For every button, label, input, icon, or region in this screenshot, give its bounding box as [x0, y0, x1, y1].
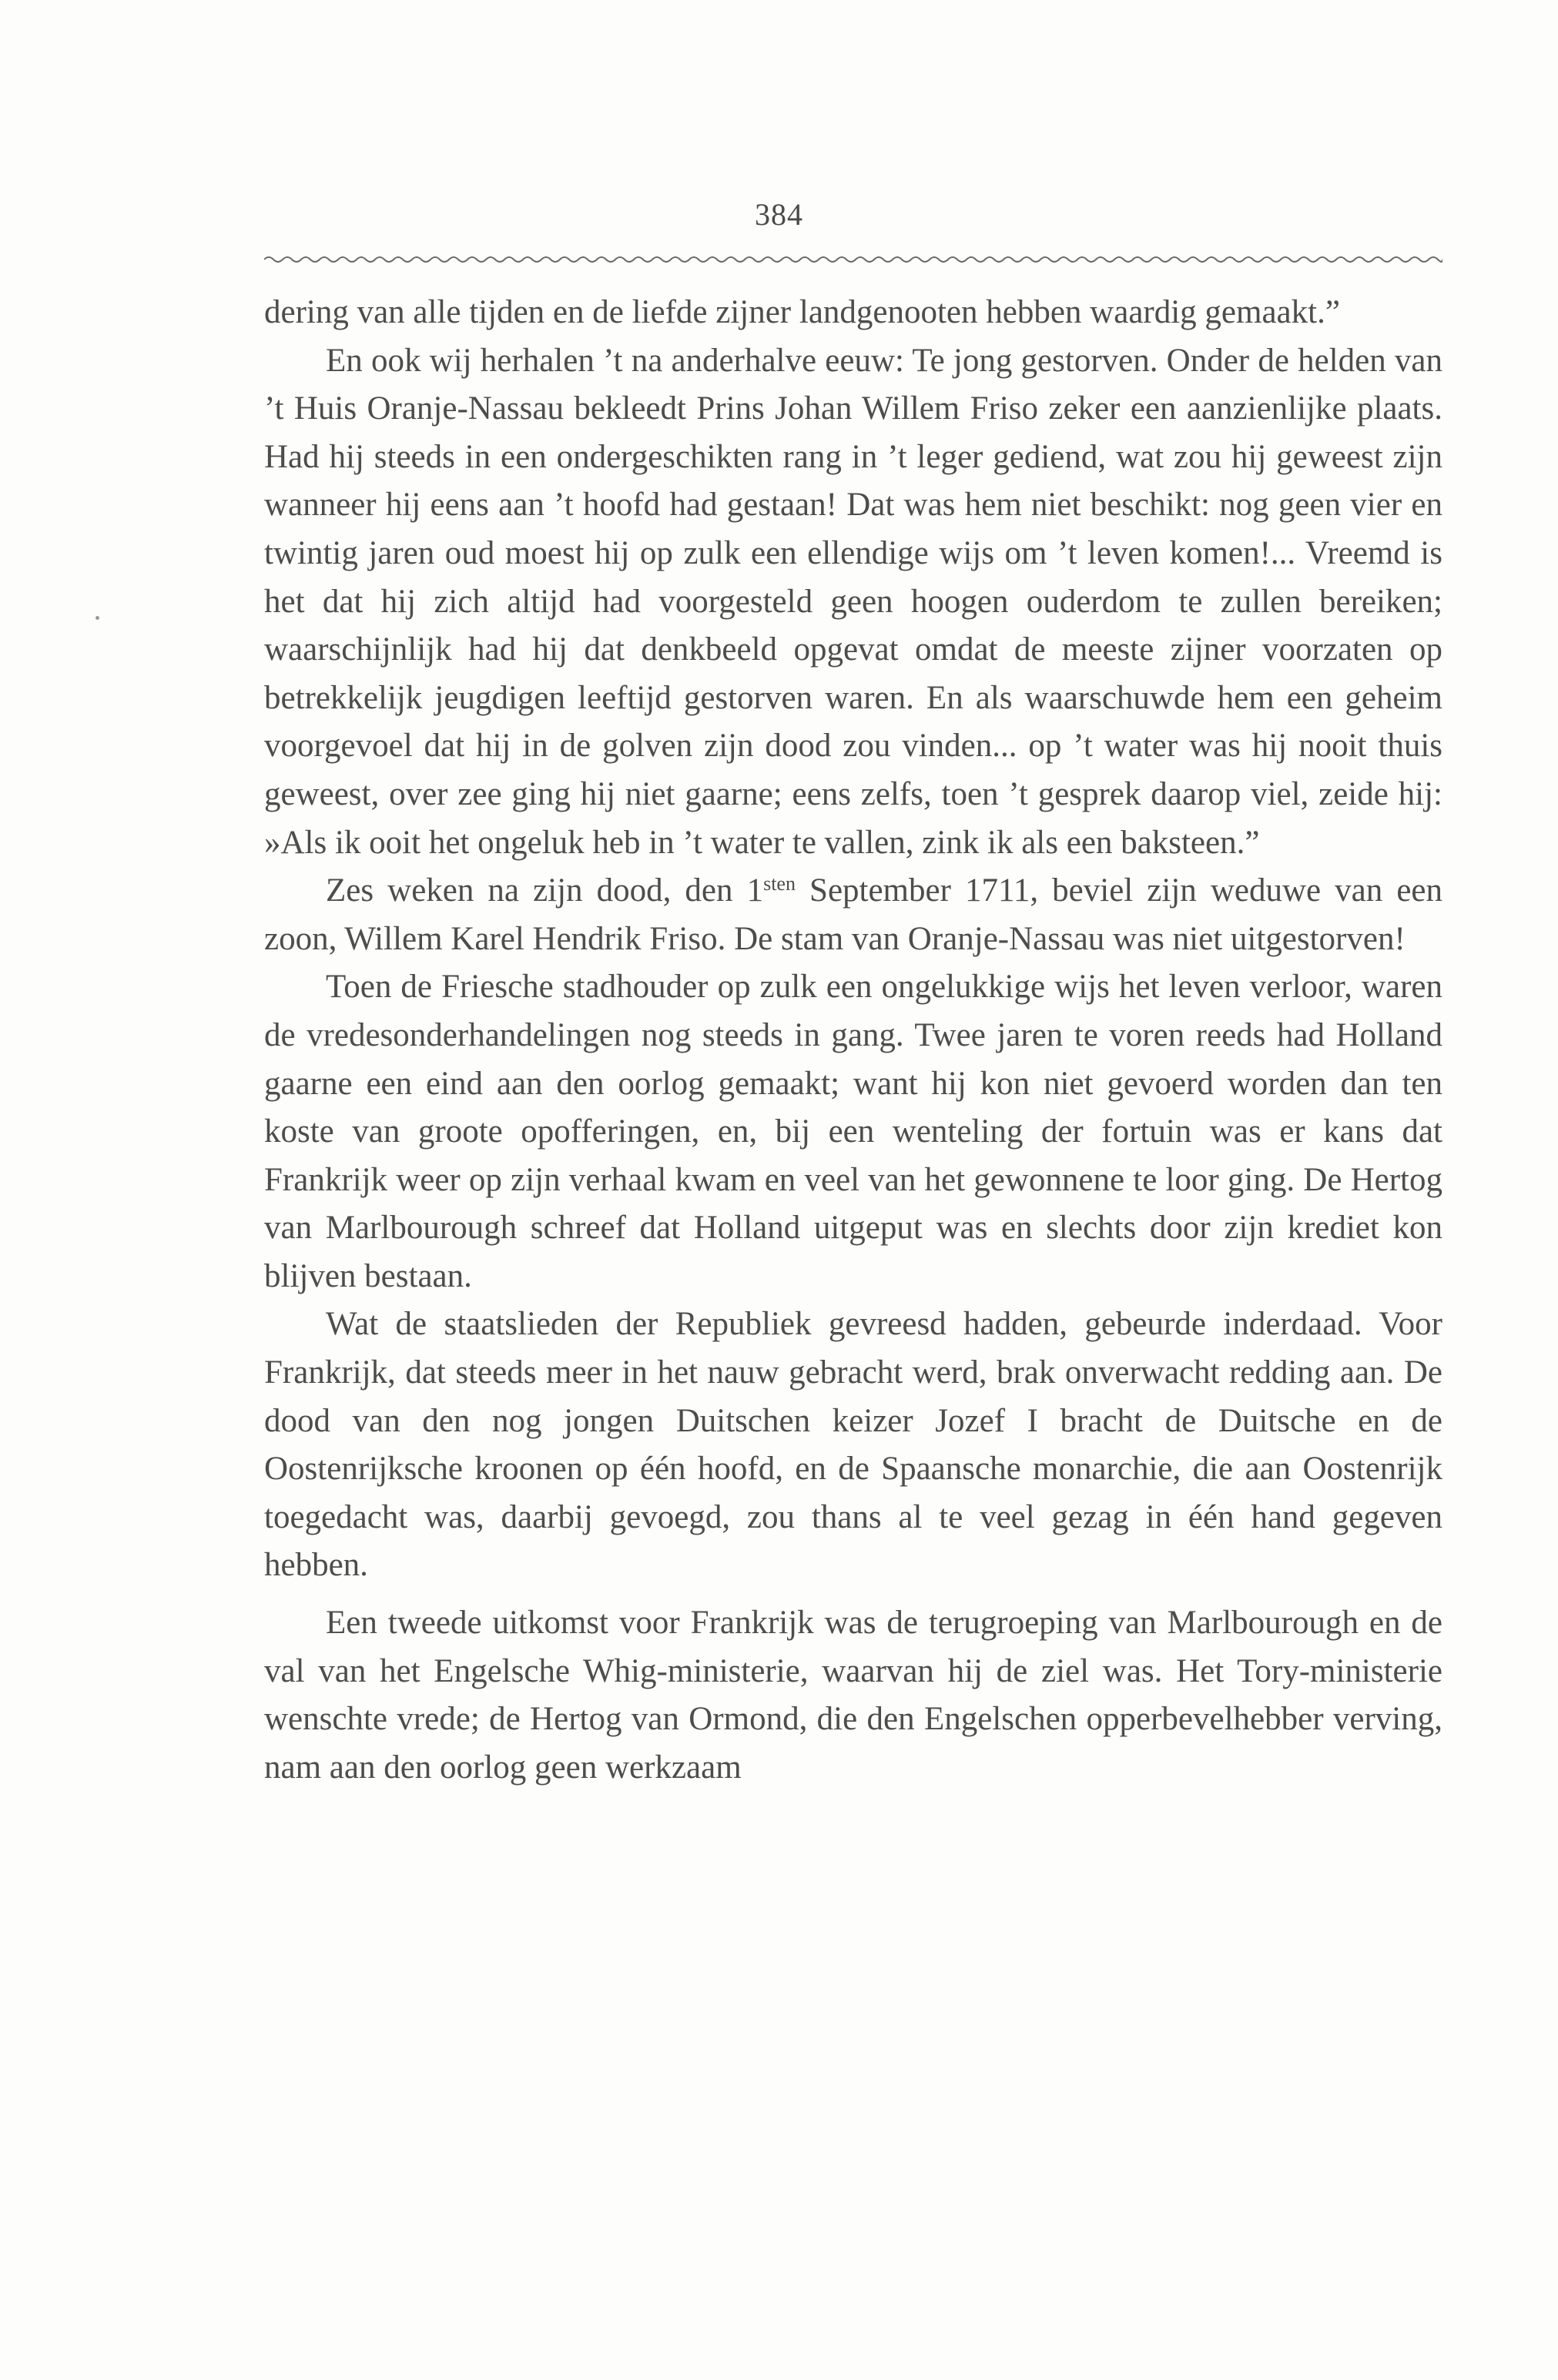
paper-speck	[95, 616, 99, 620]
ordinal-superscript: sten	[763, 872, 796, 895]
wavy-rule-line	[264, 257, 1442, 262]
paragraph-te-jong-gestorven: En ook wij herhalen ’t na anderhalve eeuw: Te jong gestorven. Onder de helden van ’t Huis Oranje-Nassau bekleedt Prins Johan Willem Friso zeker een aanzienlijke plaats. Had hij steeds in een ondergeschikten rang in ’t leger gediend, wat zou hij geweest zijn wanneer hij eens aan ’t hoofd had gestaan! Dat was hem niet beschikt: nog geen vier en twintig jaren oud moest hij op zulk een ellendige wijs om ’t leven komen!... Vreemd is het dat hij zich altijd had voorgesteld geen hoogen ouderdom te zullen bereiken; waarschijnlijk had hij dat denkbeeld opgevat omdat de meeste zijner voorzaten op betrekkelijk jeugdigen leeftijd gestorven waren. En als waarschuwde hem een geheim voorgevoel dat hij in de golven zijn dood zou vinden... op ’t water was hij nooit thuis geweest, over zee ging hij niet gaarne; eens zelfs, toen ’t gesprek daarop viel, zeide hij: »Als ik ooit het ongeluk heb in ’t water te vallen, zink ik als een baksteen.”	[264, 342, 1442, 861]
paragraph-peace-negotiations: Toen de Friesche stadhouder op zulk een ongelukkige wijs het leven verloor, waren de vredesonderhandelingen nog steeds in gang. Twee jaren te voren reeds had Holland gaarne een eind aan den oorlog gemaakt; want hij kon niet gevoerd worden dan ten koste van groote opofferingen, en, bij een wenteling der fortuin was er kans dat Frankrijk weer op zijn verhaal kwam en veel van het gewonnene te loor ging. De Hertog van Marlbourough schreef dat Holland uitgeput was en slechts door zijn krediet kon blijven bestaan.	[264, 969, 1442, 1294]
page-number: 384	[755, 197, 803, 232]
paragraph-birth-after: September 1711, beviel zijn weduwe van een zoon, Willem Karel Hendrik Friso. De stam van Oranje-Nassau was niet uitgestorven!	[264, 872, 1442, 957]
body-text	[264, 289, 1442, 1792]
paragraph-recall-marlbourough: Een tweede uitkomst voor Frankrijk was de terugroeping van Marlbourough en de val van het Engelsche Whig-ministerie, waarvan hij de ziel was. Het Tory-ministerie wenschte vrede; de Hertog van Ormond, die den Engelschen opperbevelhebber verving, nam aan den oorlog geen werkzaam	[264, 1605, 1442, 1786]
paragraph-birth-of-son	[264, 867, 1442, 963]
paragraph-continuation: dering van alle tijden en de liefde zijner landgenooten hebben waardig gemaakt.”	[264, 294, 1340, 330]
paragraph-birth-before: Zes weken na zijn dood, den 1	[326, 872, 764, 909]
paragraph-republic-fears: Wat de staatslieden der Republiek gevreesd hadden, gebeurde inderdaad. Voor Frankrijk, dat steeds meer in het nauw gebracht werd, brak onverwacht redding aan. De dood van den nog jongen Duitschen keizer Jozef I bracht de Duitsche en de Oostenrijksche kroonen op één hoofd, en de Spaansche monarchie, die aan Oostenrijk toegedacht was, daarbij gevoegd, zou thans al te veel gezag in één hand gegeven hebben.	[264, 1306, 1442, 1584]
wavy-header-rule	[264, 254, 1442, 265]
